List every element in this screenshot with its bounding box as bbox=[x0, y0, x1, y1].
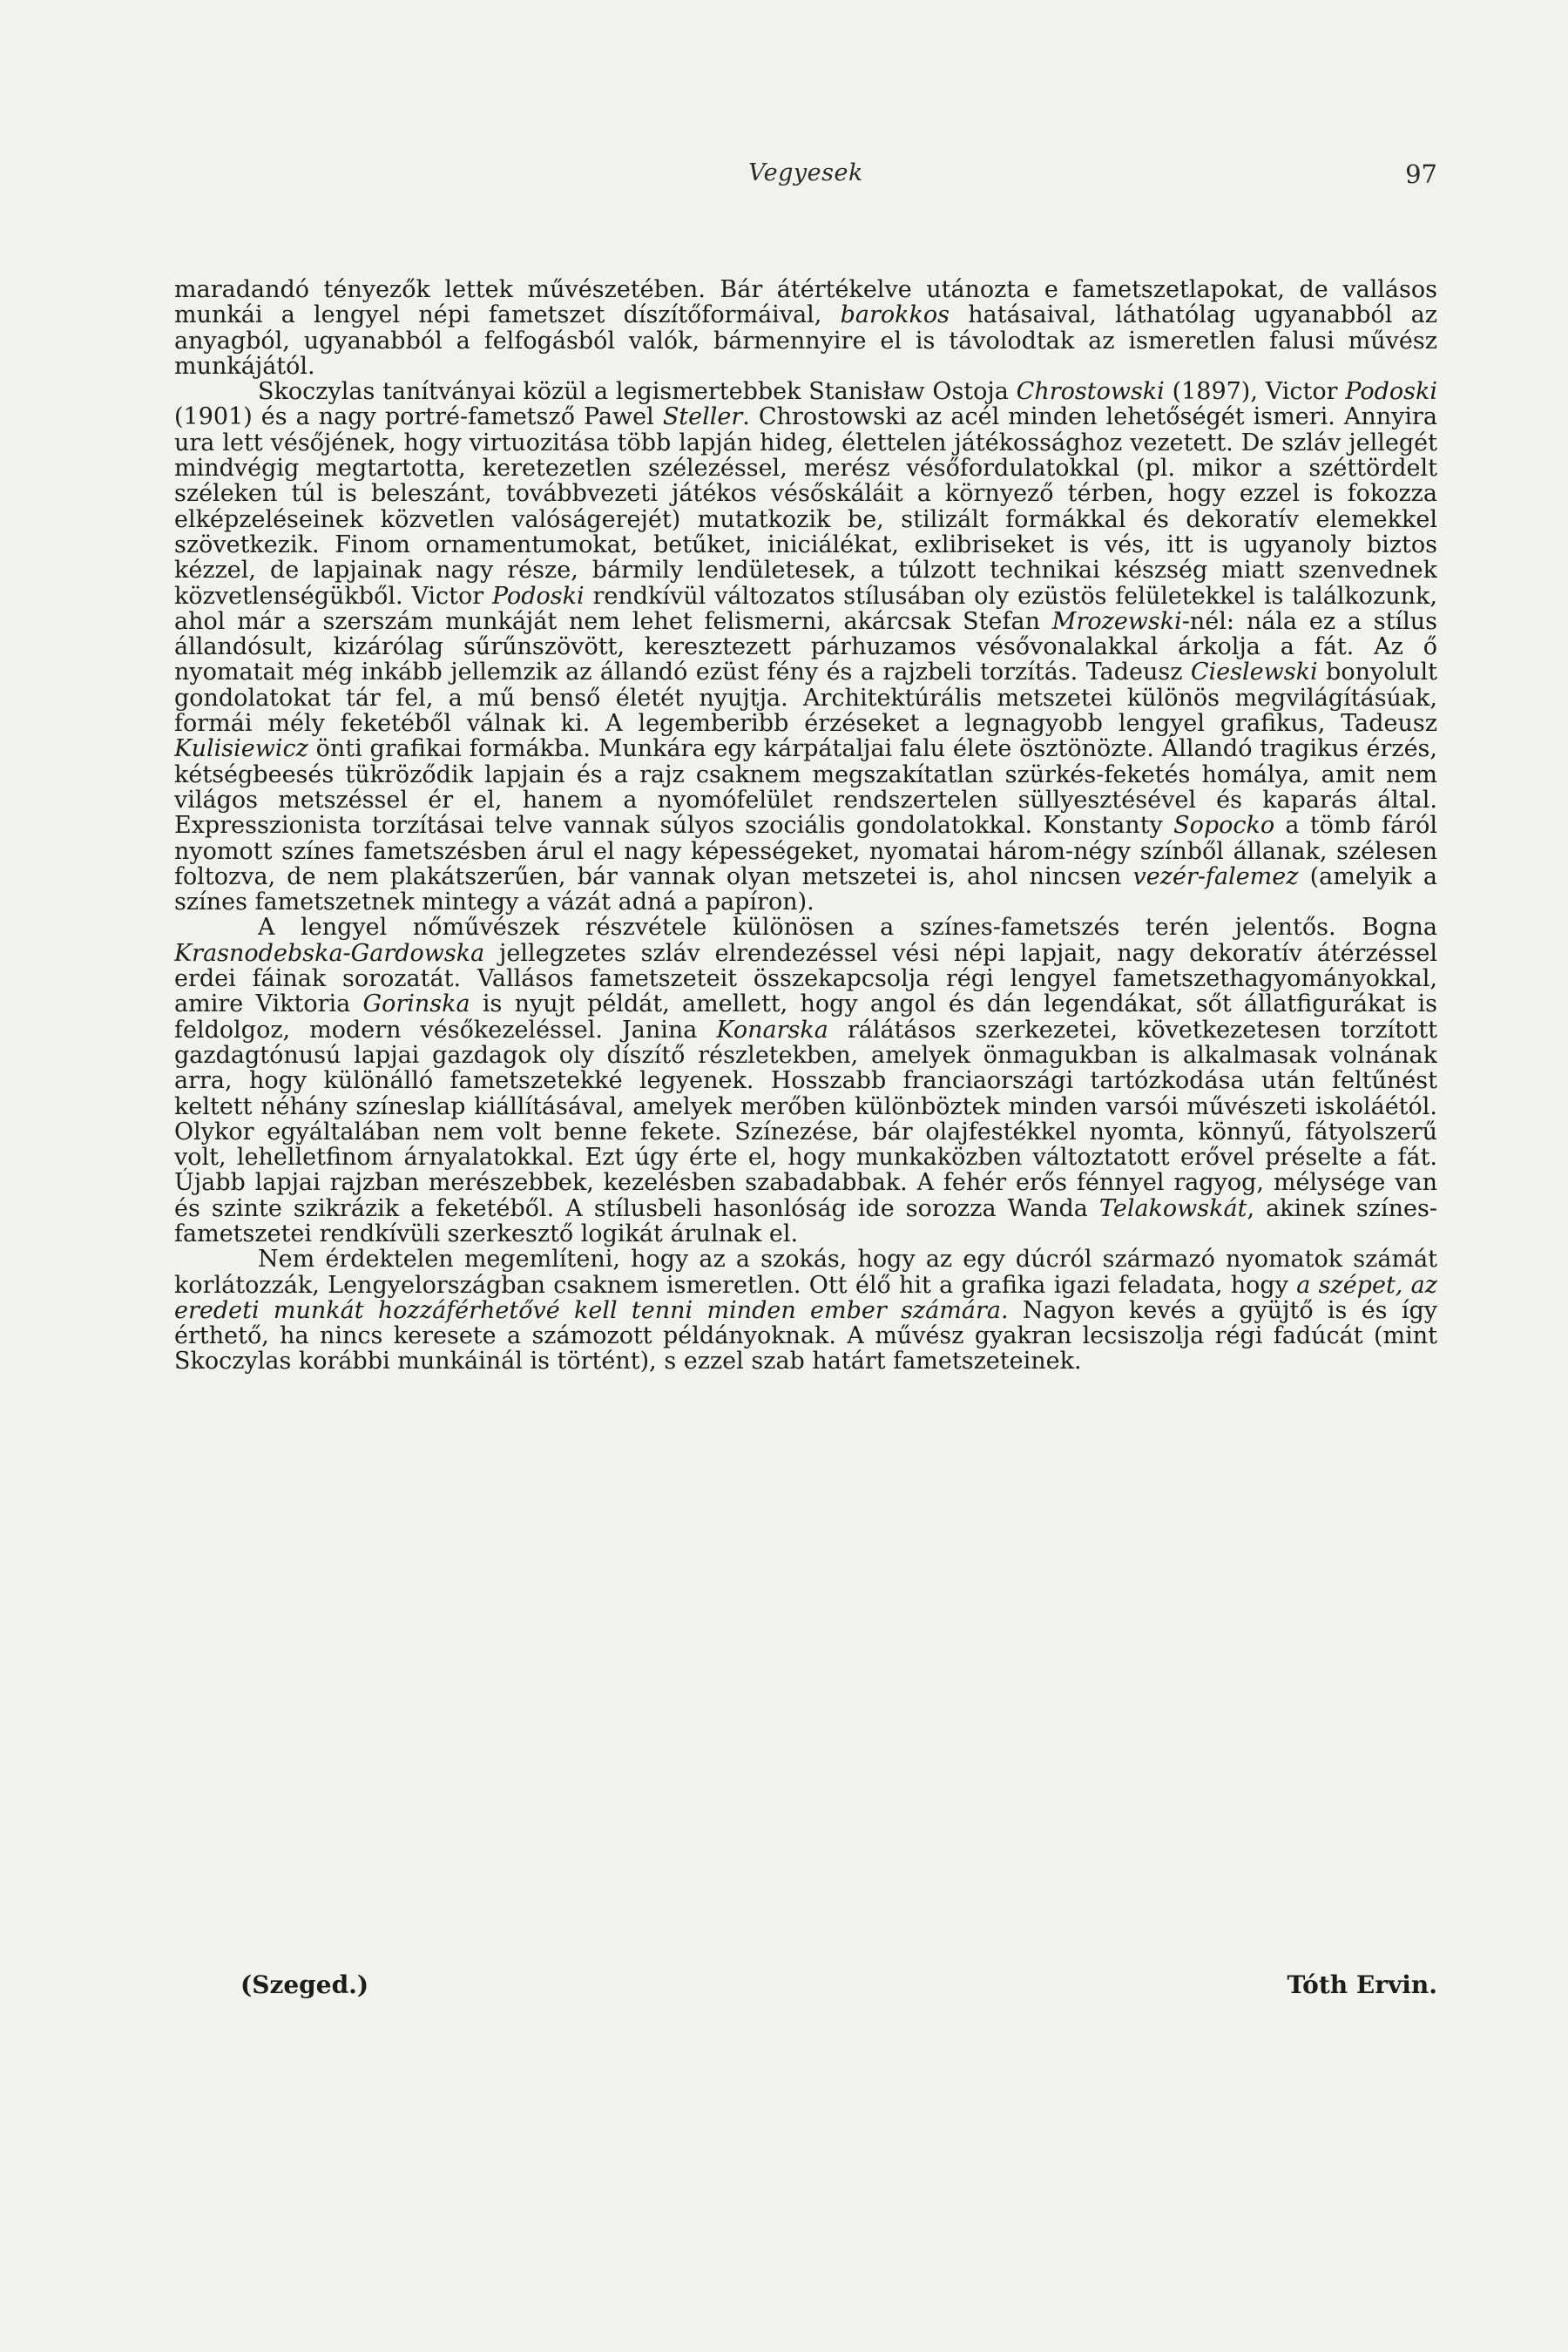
text-segment: (1901) és a nagy portré-fametsző Pawel bbox=[174, 403, 663, 431]
signature-place: (Szeged.) bbox=[240, 1970, 369, 1999]
running-title: Vegyesek bbox=[748, 159, 863, 186]
text-segment: A lengyel nőművészek részvétele különösen a színes-fametszés terén jelentős. Bogna bbox=[258, 914, 1437, 942]
text-segment: maradandó tényezők lettek művészetében. Bár átértékelve utánozta e fametszetlapokat, de vallásos munkái a lengyel népi fametszet díszítőformáival, bbox=[174, 277, 1437, 329]
italic-segment: Gorinska bbox=[362, 990, 470, 1018]
text-segment: rálátásos szerkezetei, következetesen torzított gazdagtónusú lapjai gazdagok oly díszítő részletekben, amelyek önmagukban is alkalmasak volnának arra, hogy különálló fametszetekké legyenek. Hosszabb franciaországi tartózkodása után feltűnést keltett néhány színeslap kiállításával, amelyek merőben különböztek minden varsói művészeti iskoláétól. Olykor egyáltalában nem volt benne fekete. Színezése, bár olajfestékkel nyomta, könnyű, fátyolszerű volt, lehelletfinom árnyalatokkal. Ezt úgy érte el, hogy munkaközben változtatott erővel préselte a fát. Újabb lapjai rajzban merészebbek, kezelésben szabadabbak. A fehér erős fénnyel ragyog, mélysége van és szinte szikrázik a feketéből. A stílusbeli hasonlóság ide sorozza Wanda bbox=[174, 1016, 1437, 1222]
text-segment: Nem érdektelen megemlíteni, hogy az a szokás, hogy az egy dúcról származó nyomatok számát korlátozzák, Lengyelországban csaknem ismeretlen. Ott élő hit a grafika igazi feladata, hogy bbox=[174, 1246, 1437, 1299]
text-segment: is nyujt példát, amellett, hogy angol és dán legendákat, sőt állatfigurákat is feldolgoz, modern vésőkezeléssel. Janina bbox=[174, 990, 1437, 1044]
italic-segment: Kulisiewicz bbox=[174, 735, 308, 763]
italic-segment: Podoski bbox=[491, 582, 585, 610]
italic-segment: Chrostowski bbox=[1016, 378, 1165, 406]
text-segment: (amelyik a színes fametszetnek mintegy a vázát adná a papíron). bbox=[174, 862, 1437, 916]
italic-segment: Mrozewski bbox=[1051, 607, 1182, 635]
text-segment: -nél: nála ez a stílus állandósult, kizárólag sűrűnszövött, keresztezett párhuzamos vésővonalakkal árkolja a fát. Az ő nyomatait még inkább jellemzik az állandó ezüst fény és a rajzbeli torzítás. Tadeusz bbox=[174, 607, 1437, 686]
paragraph bbox=[174, 1247, 1437, 1374]
page-number: 97 bbox=[1405, 159, 1437, 189]
signature-author: Tóth Ervin. bbox=[1287, 1970, 1437, 1999]
italic-segment: a szépet, az eredeti munkát hozzáférhetővé kell tenni minden ember számára bbox=[174, 1271, 1437, 1324]
paragraph bbox=[174, 379, 1437, 915]
italic-segment: barokkos bbox=[840, 301, 950, 329]
text-segment: hatásaival, láthatólag ugyanabból az anyagból, ugyanabból a felfogásból valók, bármennyire el is távolodtak az ismeretlen falusi művész munkájától. bbox=[174, 301, 1437, 380]
text-segment: a tömb fáról nyomott színes fametszésben árul el nagy képességeket, nyomatai három-négy színből állanak, szélesen foltozva, de nem plakátszerűen, bár vannak olyan metszetei is, ahol nincsen bbox=[174, 812, 1437, 890]
italic-segment: Krasnodebska-Gardowska bbox=[174, 939, 485, 967]
text-segment: (1897), Victor bbox=[1164, 378, 1346, 406]
running-head bbox=[174, 159, 1437, 194]
text-segment: jellegzetes szláv elrendezéssel vési népi lapjait, nagy dekoratív átérzéssel erdei fáinak sorozatát. Vallásos fametszeteit összekapcsolja régi lengyel fametszethagyományokkal, amire Viktoria bbox=[174, 939, 1437, 1018]
text-segment: rendkívül változatos stílusában oly ezüstös felületekkel is találkozunk, ahol már a szerszám munkáját nem lehet felismerni, akárcsak Stefan bbox=[174, 582, 1437, 635]
italic-segment: Telakowskát bbox=[1098, 1194, 1247, 1222]
text-segment: , akinek színes-fametszetei rendkívüli szerkesztő logikát árulnak el. bbox=[174, 1194, 1437, 1247]
paragraph bbox=[174, 277, 1437, 379]
italic-segment: Steller bbox=[662, 403, 743, 431]
text-segment: Skoczylas tanítványai közül a legismertebbek Stanisław Ostoja bbox=[258, 378, 1017, 406]
italic-segment: Sopocko bbox=[1173, 812, 1275, 840]
body-text bbox=[174, 277, 1437, 2063]
italic-segment: Podoski bbox=[1345, 378, 1437, 406]
text-segment: bonyolult gondolatokat tár fel, a mű benső életét nyujtja. Architektúrális metszetei különös megvilágításúak, formái mély feketéből válnak ki. A legemberibb érzéseket a legnagyobb lengyel grafikus, Tadeusz bbox=[174, 659, 1437, 738]
text-segment: . Chrostowski az acél minden lehetőségét ismeri. Annyira ura lett vésőjének, hogy virtuozitása több lapján hideg, élettelen játékossághoz vezetett. De szláv jellegét mindvégig megtartotta, keretezetlen szélezéssel, merész vésőfordulatokkal (pl. mikor a széttördelt széleken túl is beleszánt, továbbvezeti játékos vésőskáláit a környező térben, hogy ezzel is fokozza elképzeléseinek közvetlen valóságerejét) mutatkozik be, stilizált formákkal és dekoratív elemekkel szövetkezik. Finom ornamentumokat, betűket, iniciálékat, exlibriseket is vés, itt is ugyanoly biztos kézzel, de lapjainak nagy része, bármily lendületesek, a túlzott technikai készség miatt szenvednek közvetlenségükből. Victor bbox=[174, 403, 1437, 610]
italic-segment: Konarska bbox=[716, 1016, 828, 1044]
paragraph bbox=[174, 915, 1437, 1247]
italic-segment: vezér-falemez bbox=[1132, 862, 1299, 890]
text-segment: . Nagyon kevés a gyüjtő is és így érthető, ha nincs keresete a számozott példányoknak. A művész gyakran lecsiszolja régi fadúcát (mint Skoczylas korábbi munkáinál is történt), s ezzel szab határt fametszeteinek. bbox=[174, 1296, 1437, 1375]
text-segment: önti grafikai formákba. Munkára egy kárpátaljai falu élete ösztönözte. Állandó tragikus érzés, kétségbeesés tükröződik lapjain és a rajz csaknem megszakítatlan szürkés-feketés homálya, amit nem világos metszéssel ér el, hanem a nyomófelület rendszertelen süllyesztésével és kaparás által. Expresszionista torzításai telve vannak súlyos szociális gondolatokkal. Konstanty bbox=[174, 735, 1437, 840]
signature-row bbox=[174, 1970, 1437, 2005]
italic-segment: Cieslewski bbox=[1190, 659, 1318, 686]
